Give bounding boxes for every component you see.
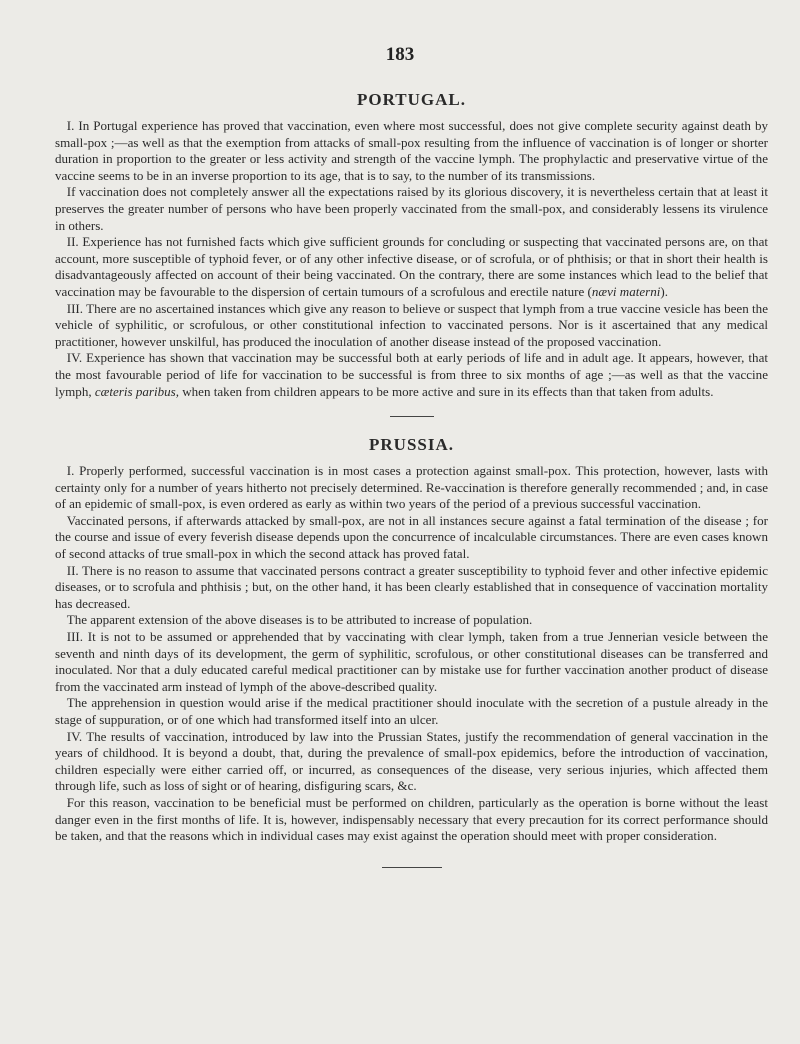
- paragraph: II. There is no reason to assume that vaccinated persons contract a greater susceptibility to typhoid fever and other infective epidemic diseases, or to scrofula and phthisis ; but, on the other hand, it has been clearly established that in consequence of vaccination mortality has decreased.: [55, 562, 768, 611]
- paragraph: I. In Portugal experience has proved that vaccination, even where most successful, does not give complete security against death by small-pox ;—as well as that the exemption from attacks of small-pox resulting from the influence of vaccination is of longer or shorter duration in proportion to the greater or less activity and strength of the vaccine lymph. The prophylactic and preservative virtue of the vaccine seems to be in an inverse proportion to its age, that is to say, to the number of its transmissions.: [55, 118, 768, 183]
- end-divider: [382, 867, 442, 868]
- page-number: 183: [385, 44, 415, 65]
- paragraph: If vaccination does not completely answer all the expectations raised by its glorious discovery, it is nevertheless certain that at least it preserves the greater number of persons who have been properly vaccinated from the small-pox, and considerably lessens its virulence in others.: [55, 184, 768, 233]
- paragraph: IV. Experience has shown that vaccination may be successful both at early periods of life and in adult age. It appears, however, that the most favourable period of life for vaccination to be successful is from three to six months of age ;—as well as that the vaccine lymph, cæteris paribus, when taken from children appears to be more active and sure in its effects than that taken from adults.: [55, 350, 768, 399]
- section-body-prussia: [55, 463, 768, 845]
- section-body-portugal: [55, 118, 768, 400]
- paragraph: III. It is not to be assumed or apprehended that by vaccinating with clear lymph, taken from a true Jennerian vesicle between the seventh and ninth days of its development, the germ of syphilitic, scrofulous, or other constitutional diseases can be transferred and inoculated. Nor that a duly educated careful medical practitioner can by mistake use for further vaccination another product of disease from the vaccinated arm instead of lymph of the above-described quality.: [55, 629, 768, 694]
- paragraph: III. There are no ascertained instances which give any reason to believe or suspect that lymph from a true vaccine vesicle has been the vehicle of syphilitic, or scrofulous, or other constitutional infection to vaccinated persons. Nor is it ascertained that any medical practitioner, however unskilful, has produced the inoculation of another disease instead of the proposed vaccination.: [55, 300, 768, 349]
- paragraph: II. Experience has not furnished facts which give sufficient grounds for concluding or suspecting that vaccinated persons are, on that account, more susceptible of typhoid fever, or of any other infective disease, or of scrofula, or of phthisis; or that in short their health is disadvantageously affected on account of their being vaccinated. On the contrary, there are some instances which lead to the belief that vaccination may be favourable to the dispersion of certain tumours of a scrofulous and erectile nature (nævi materni).: [55, 234, 768, 299]
- section-title-prussia: PRUSSIA.: [369, 435, 454, 455]
- paragraph: IV. The results of vaccination, introduced by law into the Prussian States, justify the recommendation of general vaccination in the years of childhood. It is beyond a doubt, that, during the prevalence of small-pox epidemics, before the introduction of vaccination, children especially were either carried off, or incurred, as consequences of the disease, very serious injuries, which affected them through life, such as loss of sight or of hearing, disfiguring scars, &c.: [55, 728, 768, 794]
- paragraph: For this reason, vaccination to be beneficial must be performed on children, particularly as the operation is borne without the least danger even in the first months of life. It is, however, indispensably necessary that every precaution for its correct performance should be taken, and that the reasons which in individual cases may exist against the operation should meet with proper consideration.: [55, 794, 768, 844]
- paragraph: Vaccinated persons, if afterwards attacked by small-pox, are not in all instances secure against a fatal termination of the disease ; for the course and issue of every feverish disease depends upon the concurrence of incalculable circumstances. There are even cases known of second attacks of true small-pox in which the second attack has proved fatal.: [55, 512, 768, 562]
- section-divider: [390, 416, 434, 417]
- paragraph: I. Properly performed, successful vaccination is in most cases a protection against small-pox. This protection, however, lasts with certainty only for a number of years hitherto not precisely determined. Re-vaccination is therefore generally recommended ; and, in case of an epidemic of small-pox, is even ordered as early as within two years of the period of a previous successful vaccination.: [55, 463, 768, 512]
- section-title-portugal: PORTUGAL.: [357, 90, 466, 109]
- paragraph: The apprehension in question would arise if the medical practitioner should inoculate with the secretion of a pustule already in the stage of suppuration, or of one which had transformed itself into an ulcer.: [55, 695, 768, 727]
- paragraph: The apparent extension of the above diseases is to be attributed to increase of population.: [66, 612, 533, 628]
